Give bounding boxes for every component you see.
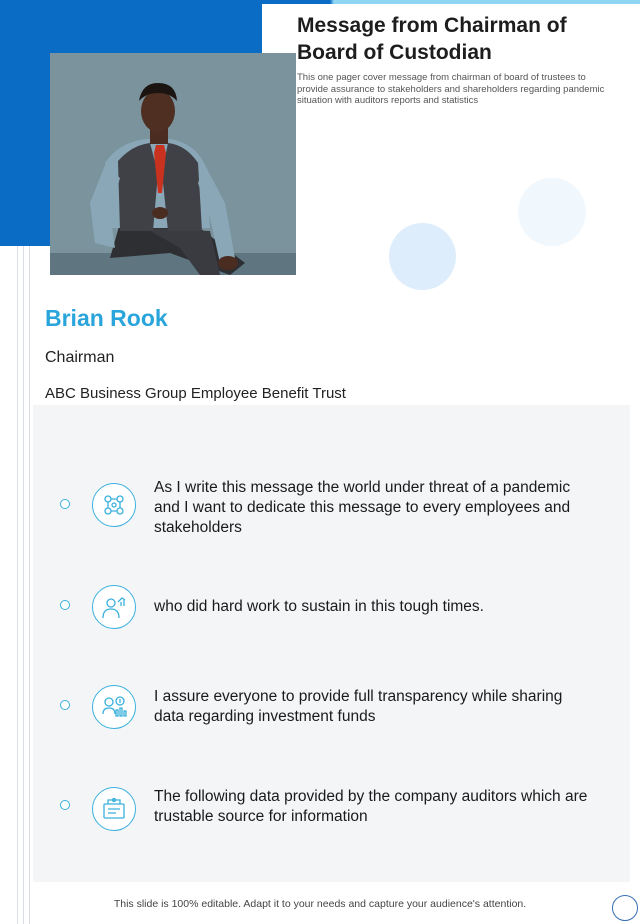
bullet-dot (60, 499, 70, 509)
bullet-dot (60, 700, 70, 710)
bullet-dot (60, 800, 70, 810)
investment-funds-icon (92, 685, 136, 729)
top-accent-strip (262, 0, 640, 4)
decorative-circle (389, 223, 456, 290)
decorative-line (29, 246, 30, 924)
organization-name: ABC Business Group Employee Benefit Trust (45, 385, 346, 402)
bullet-dot (60, 600, 70, 610)
page-subtitle: This one pager cover message from chairman of board of trustees to provide assurance to stakeholders and shareholders regarding pandemic situation with auditors reports and statistics (297, 72, 605, 106)
decorative-line (23, 246, 24, 924)
page-title: Message from Chairman of Board of Custodian (297, 14, 567, 64)
message-text: The following data provided by the company auditors which are trustable source for information (154, 788, 588, 825)
message-panel (33, 405, 630, 882)
audit-report-icon (92, 787, 136, 831)
footer-note: This slide is 100% editable. Adapt it to your needs and capture your audience's attention. (113, 898, 527, 910)
person-growth-chart-icon (92, 585, 136, 629)
chairman-role: Chairman (45, 349, 115, 366)
message-text: who did hard work to sustain in this tough times. (154, 598, 484, 615)
chairman-photo (50, 53, 296, 275)
decorative-line (17, 246, 18, 924)
message-text: As I write this message the world under threat of a pandemic and I want to dedicate this message to every employees and stakeholders (154, 479, 571, 536)
decorative-circle (518, 178, 586, 246)
footer-circle-icon (612, 895, 638, 921)
message-text: I assure everyone to provide full transparency while sharing data regarding investment funds (154, 688, 563, 725)
team-network-icon (92, 483, 136, 527)
chairman-name: Brian Rook (45, 305, 168, 331)
